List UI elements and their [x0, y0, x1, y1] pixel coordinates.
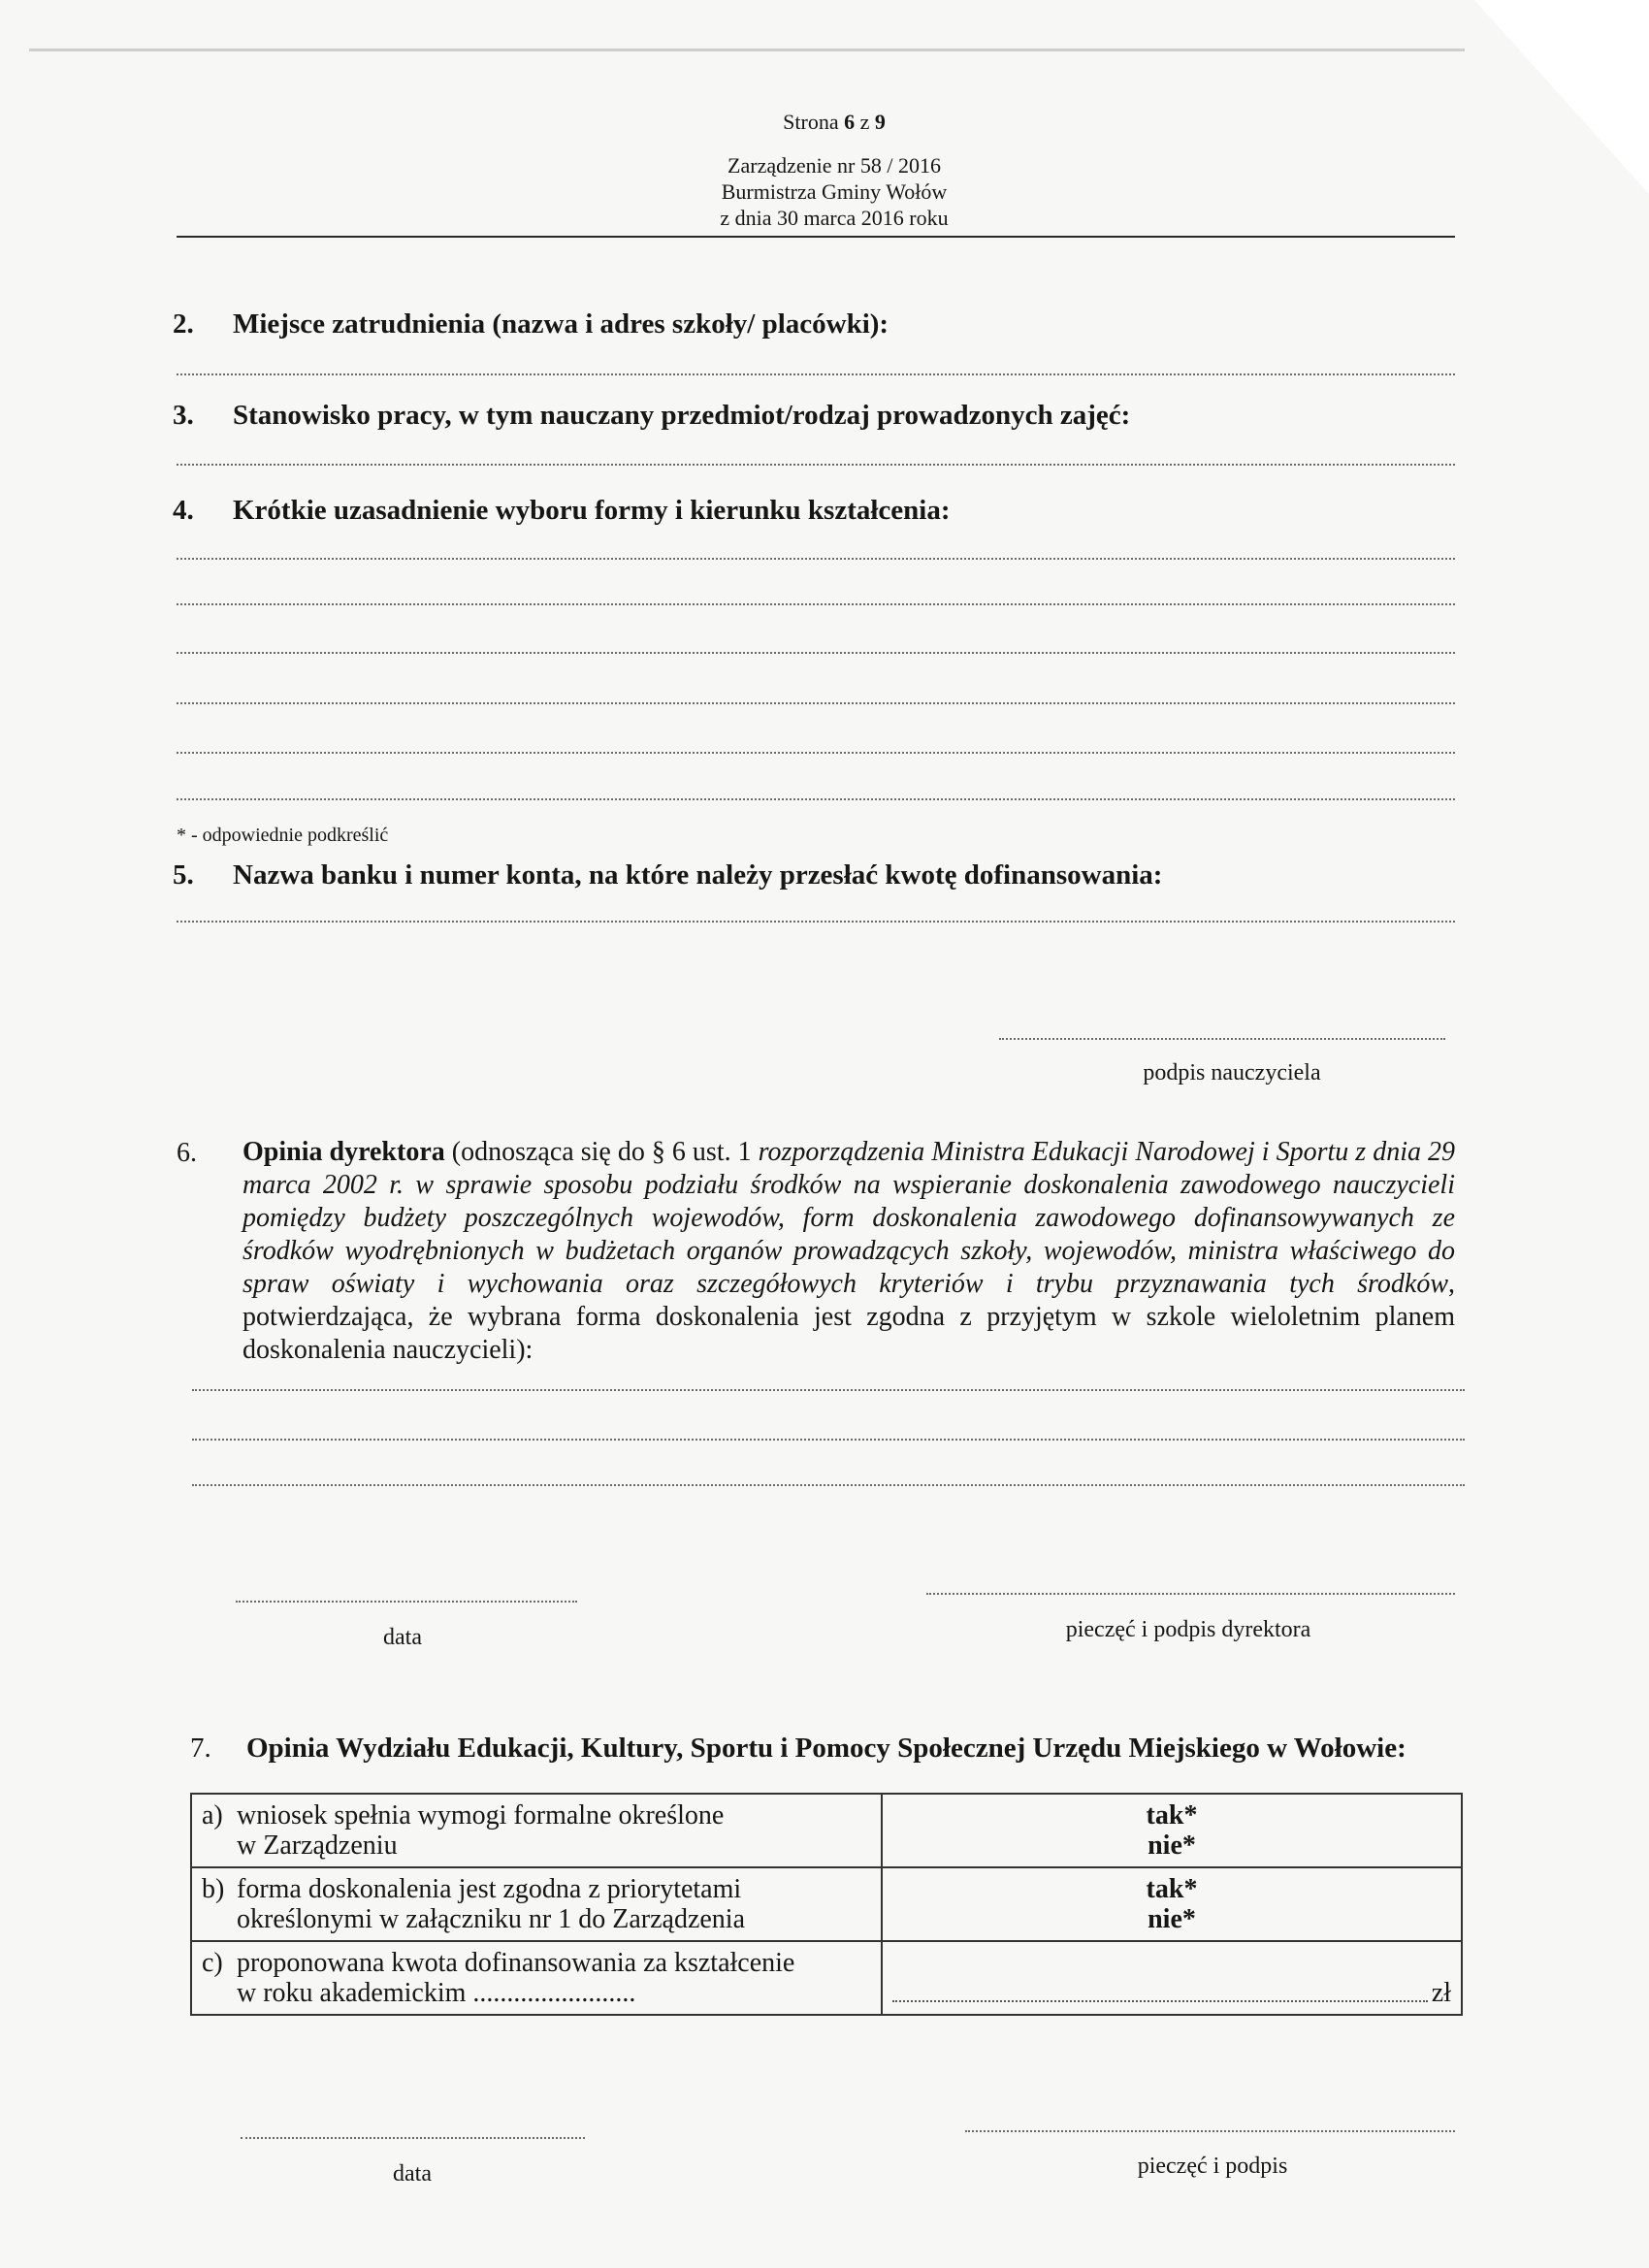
page-of: z	[859, 110, 870, 134]
section-5-field[interactable]	[177, 921, 1455, 923]
section-4-title: Krótkie uzasadnienie wyboru formy i kierunku kształcenia:	[233, 495, 951, 526]
section-4-heading	[173, 495, 951, 527]
page-number	[630, 109, 1038, 135]
header-line-2: Burmistrza Gminy Wołów	[721, 179, 948, 204]
section-4-field-line-2[interactable]	[177, 603, 1455, 605]
section-3-field[interactable]	[177, 464, 1455, 466]
section-3-heading	[173, 400, 1130, 432]
section-7-title: Opinia Wydziału Edukacji, Kultury, Sportu i Pomocy Społecznej Urzędu Miejskiego w Wołowie:	[246, 1733, 1406, 1764]
section-6-regulation: rozporządzenia Ministra Edukacji Narodowej i Sportu z dnia 29 marca 2002 r. w sprawie sposobu podziału środków na wspieranie doskonalenia zawodowego nauczycieli pomiędzy budżety poszczególnych wojewodów, form doskonalenia zawodowego dofinansowywanych ze środków wyodrębnionych w budżetach organów prowadzących szkoły, wojewodów, ministra właściwego do spraw oświaty i wychowania oraz szczegółowych kryteriów i trybu przyznawania tych środków	[242, 1137, 1456, 1299]
section-4-field-line-5[interactable]	[177, 752, 1455, 754]
section-3-number: 3.	[173, 400, 194, 431]
option-yes[interactable]: tak*	[1146, 1874, 1198, 1904]
option-no[interactable]: nie*	[1148, 1904, 1196, 1934]
criterion-text-line-1: proponowana kwota dofinansowania za kształcenie	[237, 1948, 795, 1978]
header-line-3: z dnia 30 marca 2016 roku	[720, 206, 949, 230]
criterion-letter: c)	[202, 1948, 223, 1978]
section-4-field-line-6[interactable]	[177, 798, 1455, 800]
director-signature-line[interactable]	[926, 1593, 1455, 1595]
scan-edge-shadow	[29, 49, 1465, 51]
director-date-line[interactable]	[236, 1601, 577, 1603]
final-signature-label: pieczęć i podpis	[1137, 2154, 1288, 2179]
section-6-text	[242, 1136, 1455, 1367]
table-row	[191, 1794, 1462, 1867]
final-signature-line[interactable]	[965, 2130, 1455, 2132]
amount-field[interactable]	[892, 1977, 1428, 2002]
page-current: 6	[844, 110, 856, 134]
final-date-line[interactable]	[241, 2137, 585, 2139]
page-total: 9	[874, 110, 886, 134]
option-no[interactable]: nie*	[1148, 1831, 1196, 1861]
footnote: * - odpowiednie podkreślić	[177, 825, 389, 846]
teacher-signature-label: podpis nauczyciela	[1143, 1060, 1321, 1085]
section-4-number: 4.	[173, 495, 194, 526]
director-date-label: data	[383, 1625, 422, 1650]
section-6-title: Opinia dyrektora	[242, 1137, 445, 1167]
section-6-number: 6.	[177, 1138, 197, 1168]
final-date-label: data	[393, 2161, 432, 2187]
section-6-intro: (odnosząca się do § 6 ust. 1	[444, 1137, 759, 1167]
criterion-b-answer	[882, 1867, 1462, 1941]
criterion-text-line-2: w Zarządzeniu	[237, 1831, 398, 1861]
section-5-number: 5.	[173, 859, 194, 891]
section-4-field-line-3[interactable]	[177, 652, 1455, 654]
section-4-field-line-4[interactable]	[177, 702, 1455, 704]
folded-corner	[1474, 0, 1649, 194]
director-signature-label: pieczęć i podpis dyrektora	[1065, 1617, 1311, 1642]
criterion-text-line-2: określonymi w załączniku nr 1 do Zarządzenia	[237, 1904, 746, 1934]
section-6-field-line-3[interactable]	[192, 1484, 1465, 1486]
criterion-c	[191, 1941, 882, 2015]
criterion-c-answer	[882, 1941, 1462, 2015]
section-7-heading	[190, 1733, 1406, 1765]
criterion-text-line-2: w roku akademickim ........................	[237, 1978, 636, 2008]
header-line-1: Zarządzenie nr 58 / 2016	[728, 153, 941, 178]
criterion-text-line-1: wniosek spełnia wymogi formalne określone	[237, 1800, 725, 1831]
section-7-number: 7.	[190, 1733, 211, 1764]
criterion-letter: a)	[202, 1800, 223, 1831]
page-label: Strona	[783, 110, 839, 134]
section-5-heading	[173, 859, 1162, 891]
table-row	[191, 1867, 1462, 1941]
amount-unit: zł	[1431, 1978, 1451, 2008]
section-6-field-line-2[interactable]	[192, 1439, 1465, 1441]
section-2-number: 2.	[173, 308, 194, 340]
section-2-field[interactable]	[177, 373, 1455, 375]
section-6-ending: , potwierdzająca, że wybrana forma doskonalenia jest zgodna z przyjętym w szkole wieloletnim planem doskonalenia nauczycieli):	[242, 1269, 1455, 1365]
section-4-field-line-1[interactable]	[177, 558, 1455, 560]
criterion-letter: b)	[202, 1874, 225, 1904]
opinion-table	[190, 1793, 1463, 2016]
teacher-signature-line[interactable]	[999, 1038, 1445, 1040]
header-rule	[177, 236, 1455, 238]
option-yes[interactable]: tak*	[1146, 1800, 1198, 1831]
section-6-field-line-1[interactable]	[192, 1389, 1465, 1391]
criterion-a-answer	[882, 1794, 1462, 1867]
table-row	[191, 1941, 1462, 2015]
section-2-title: Miejsce zatrudnienia (nazwa i adres szkoły/ placówki):	[233, 308, 889, 340]
criterion-b	[191, 1867, 882, 1941]
section-5-title: Nazwa banku i numer konta, na które należy przesłać kwotę dofinansowania:	[233, 859, 1163, 891]
section-3-title: Stanowisko pracy, w tym nauczany przedmiot/rodzaj prowadzonych zajęć:	[233, 400, 1131, 431]
criterion-a	[191, 1794, 882, 1867]
criterion-text-line-1: forma doskonalenia jest zgodna z priorytetami	[237, 1874, 742, 1904]
section-2-heading	[173, 308, 889, 340]
